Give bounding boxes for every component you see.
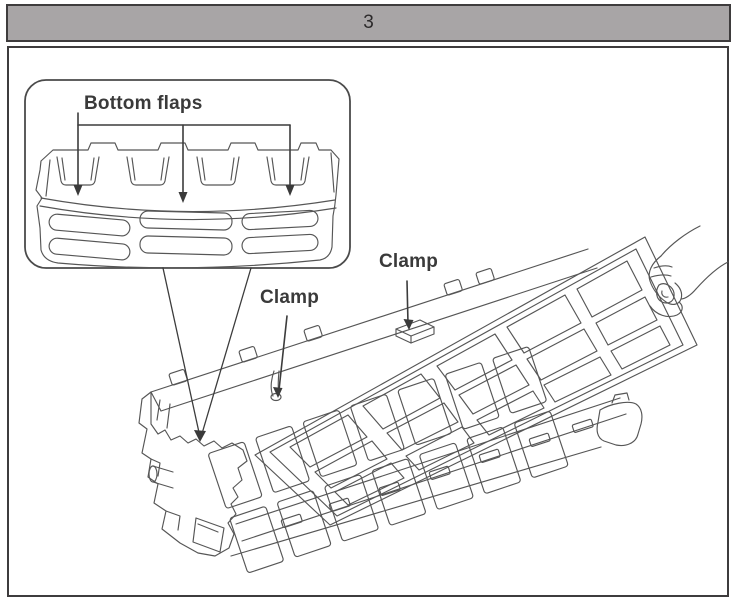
bottom-view-band-lower [40, 206, 336, 220]
clamp-left-leader [279, 316, 287, 390]
arrowheads-group [74, 185, 414, 442]
label-clamp-top: Clamp [379, 251, 439, 272]
label-bottom-flaps: Bottom flaps [84, 93, 203, 114]
bottom-view-slats [48, 210, 318, 261]
clamp-top-leader [407, 281, 408, 324]
line-art-group [25, 80, 728, 573]
filter-panel-drawing [255, 237, 697, 525]
bottom-view-drawing [36, 143, 339, 268]
rail-tabs [169, 268, 495, 385]
front-band-top [236, 398, 620, 524]
back-rail-bottom [161, 268, 597, 411]
bottom-flaps-leaders [78, 113, 290, 195]
flap-arrow-right [286, 185, 295, 196]
right-foot [597, 393, 642, 446]
bottom-view-left-fold [46, 160, 50, 196]
back-rail-top [151, 249, 588, 392]
left-bracket [139, 392, 247, 556]
bottom-view-right-fold [331, 153, 334, 192]
step-number: 3 [363, 12, 374, 33]
flap-arrow-left [74, 185, 83, 196]
label-clamp-left: Clamp [260, 287, 320, 308]
bottom-rim [231, 447, 601, 556]
panel-outer-frame [255, 237, 697, 525]
callout-arrow [194, 430, 206, 442]
bottom-view-band-upper [41, 198, 335, 212]
flap-arrow-center [179, 192, 188, 203]
callout-triangle [163, 268, 251, 437]
